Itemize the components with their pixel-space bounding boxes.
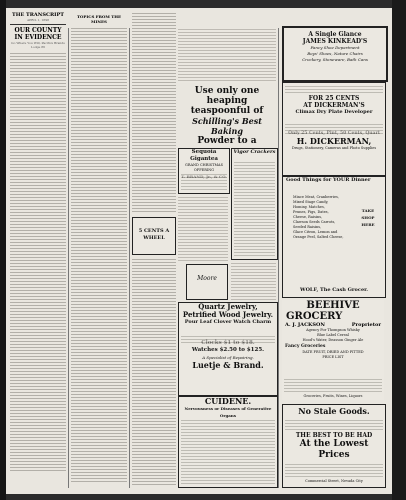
column-3 bbox=[132, 12, 176, 490]
ad-vigor-crackers bbox=[231, 148, 278, 260]
goodthings-item: Mixed Stage Candy, bbox=[293, 200, 329, 204]
col1-subheadline: Go Where You Will, Pacifics Brands Lodge 86 bbox=[11, 41, 65, 49]
column-2 bbox=[71, 12, 127, 490]
beehive-agency: Agency For Thompson Whisky bbox=[306, 328, 360, 332]
dickerman-line5: Drugs, Stationery, Cameras and Photo Supplies bbox=[291, 146, 377, 150]
dickerman-name: H. DICKERMAN, bbox=[296, 136, 372, 146]
jewelry-line2: Petrified Wood Jewelry. bbox=[182, 310, 274, 319]
beehive-title2: GROCERY bbox=[286, 311, 343, 322]
ad-cents-wheel bbox=[132, 217, 176, 255]
column-rule bbox=[278, 28, 279, 488]
column-1 bbox=[10, 12, 66, 490]
goodthings-item: Orange Peel, Salted Cheese, bbox=[293, 235, 344, 239]
column-rule bbox=[129, 28, 130, 488]
goodthings-item: Glace Citron, Lemon and bbox=[293, 230, 338, 234]
beehive-line4: Groceries, Fruits, Wines, Liquors bbox=[303, 394, 363, 398]
nostale-best: THE BEST TO BE HAD bbox=[295, 432, 373, 439]
goodthings-shop: SHOP HERE bbox=[361, 215, 375, 227]
masthead-date: APRIL 1, 1898 bbox=[26, 18, 50, 22]
baking-text3: Powder to a bbox=[197, 136, 257, 144]
goodthings-footer: WOLF, The Cash Grocer. bbox=[299, 287, 369, 293]
moore-title: Moore bbox=[197, 275, 217, 282]
col4-top-text bbox=[178, 28, 276, 83]
jewelry-firm: Luetje & Brand. bbox=[192, 360, 264, 370]
cuidene-line: Nervousness or Diseases of Generative Organs bbox=[184, 406, 272, 418]
jewelry-line1: Quartz Jewelry, bbox=[198, 302, 258, 311]
nostale-title: No Stale Goods. bbox=[298, 406, 370, 416]
sequoia-title: Sequoia Gigantea bbox=[190, 149, 218, 162]
beehive-line2: Blue Label Cereal bbox=[317, 333, 349, 337]
column-rule bbox=[68, 28, 69, 488]
newspaper-page bbox=[6, 8, 392, 494]
vigor-title: Vigor Crackers bbox=[233, 149, 276, 155]
col2-headline: TOPICS FROM THE MINES bbox=[76, 14, 122, 24]
col1-headline: OUR COUNTY IN EVIDENCE bbox=[14, 27, 62, 41]
dickerman-line2: AT DICKERMAN'S bbox=[303, 102, 365, 109]
baking-text2: teaspoonful of bbox=[190, 106, 264, 116]
ad-good-things-dinner bbox=[282, 176, 386, 298]
goodthings-list bbox=[293, 195, 353, 240]
goodthings-item: Cheese, Raisins, bbox=[293, 215, 323, 219]
kinkead-name: JAMES KINKEAD'S bbox=[302, 38, 368, 45]
goodthings-item: Hominy, Matches, bbox=[293, 205, 325, 209]
goodthings-item: Clawson Seeds Carrots, bbox=[293, 220, 336, 224]
masthead-title: THE TRANSCRIPT bbox=[12, 12, 64, 18]
ad-sequoia bbox=[178, 148, 230, 194]
cuidene-title: CUIDENE. bbox=[204, 396, 252, 406]
col3-body-text bbox=[132, 12, 176, 212]
goodthings-title: Good Things for YOUR Dinner bbox=[286, 177, 371, 183]
beehive-fruit: DATE FRUIT, DRIED AND PITTED bbox=[302, 350, 364, 354]
jewelry-watches: Watches $2.50 to $125. bbox=[191, 347, 265, 353]
beehive-pricelist: PRICE LIST bbox=[322, 355, 344, 359]
ad-luetje-brand-jewelry bbox=[178, 302, 278, 396]
page-right-edge bbox=[392, 0, 406, 500]
kinkead-line3: Crockery, Stoneware, Bath Cans bbox=[302, 57, 368, 62]
col3-lower-text bbox=[132, 258, 176, 486]
nostale-address: Commercial Street, Nevada City bbox=[305, 479, 363, 483]
jewelry-specialty: A Specialist of Repairing. bbox=[202, 355, 254, 360]
col2-body-text bbox=[71, 27, 127, 482]
kinkead-intro: A Single Glance bbox=[308, 31, 362, 38]
col4-mid-text bbox=[178, 196, 228, 261]
goodthings-item: Seeded Raisins, bbox=[293, 225, 322, 229]
beehive-role: Proprietor bbox=[351, 322, 381, 328]
ad-kinkead bbox=[282, 26, 388, 82]
ad-baking-powder bbox=[178, 86, 276, 144]
goodthings-item: Prunes, Figs, Dates, bbox=[293, 210, 329, 214]
kinkead-line2: Boys' Shoes, Nature Chairs bbox=[307, 51, 363, 56]
nostale-at: At the Lowest Prices bbox=[299, 439, 369, 460]
ad-beehive-grocery bbox=[282, 300, 384, 400]
goodthings-take: TAKE bbox=[361, 208, 375, 213]
cents-wheel-text: 5 CENTS A WHEEL bbox=[138, 228, 170, 241]
goodthings-item: Mince Meat, Cranberries, bbox=[293, 195, 339, 199]
jewelry-line3: Pour Leaf Clover Watch Charm bbox=[184, 319, 272, 325]
baking-text1: Use only one heaping bbox=[194, 86, 260, 106]
dickerman-line1: FOR 25 CENTS bbox=[308, 95, 360, 102]
beehive-line3: Hood's Water, Deasson Ginger Ale bbox=[302, 338, 364, 342]
beehive-fancy: Fancy Groceries bbox=[285, 344, 326, 349]
beehive-title: BEEHIVE bbox=[306, 300, 360, 311]
ad-moore bbox=[186, 264, 228, 300]
beehive-owner: A. J. JACKSON bbox=[285, 322, 325, 328]
ad-no-stale-goods bbox=[282, 404, 386, 488]
kinkead-line1: Fancy Shoe Department bbox=[310, 45, 360, 50]
dickerman-line3: Climax Dry Plate Developer bbox=[295, 109, 373, 115]
ad-dickerman bbox=[282, 82, 386, 176]
ad-cuidene bbox=[178, 396, 278, 488]
col1-body-text bbox=[10, 52, 66, 472]
col5-text bbox=[231, 262, 276, 300]
sequoia-sub: GRAND CHRISTMAS OFFERING bbox=[185, 163, 223, 172]
baking-brand: Schilling's Best Baking bbox=[192, 116, 262, 136]
